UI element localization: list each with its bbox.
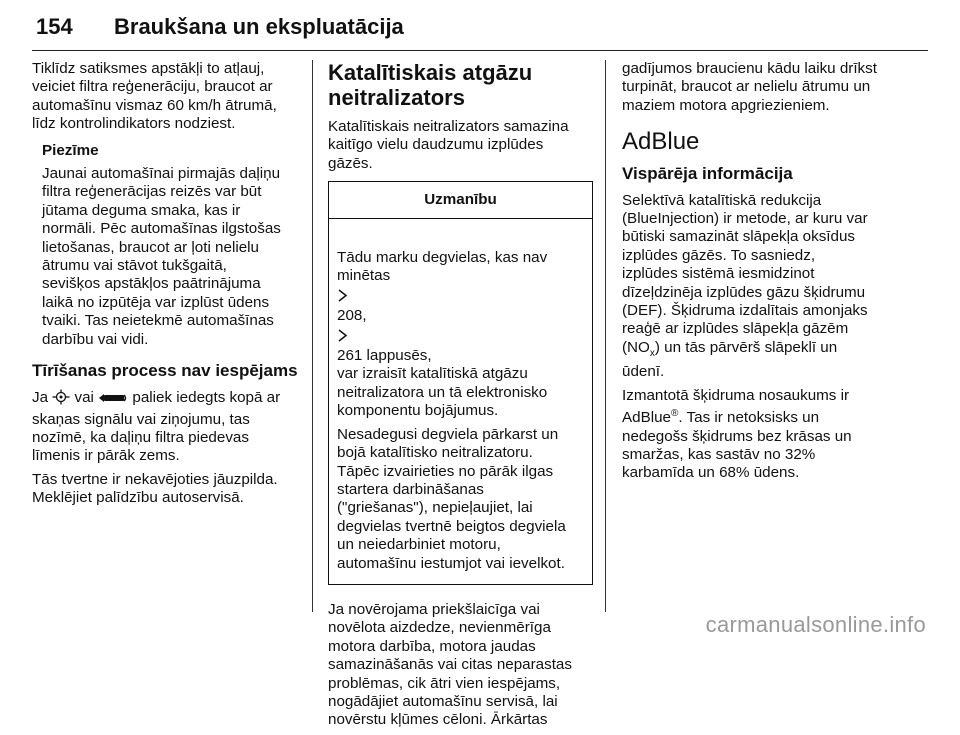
caution-text: Tādu marku degvielas, kas nav minētas 208, 261 lappusēs, var izraisīt katalītiskā atgāzu neitralizatora un tā elektronisko komponentu bojājumus. <box>337 249 548 420</box>
caution-box <box>328 181 593 585</box>
caution-body <box>329 219 592 584</box>
note-block <box>32 142 302 349</box>
section-heading: Katalītiskais atgāzu neitralizators <box>328 60 533 110</box>
page-reference-icon <box>337 289 348 307</box>
page-reference-icon <box>337 329 348 347</box>
column-2 <box>328 60 593 735</box>
note-text: Jaunai automašīnai pirmajās daļiņu filtra reģenerācijas reizēs var būt jūtama deguma smaka, kas ir normāli. Pēc automašīnas ilgstošas lietošanas, braucot ar ļoti nelielu ātrumu vai stāvot tukšgaitā, sevišķos apstākļos paātrinājuma laikā no izpūtēja var izplūst ūdens tvaiki. Tas neietekmē automašīnas darbību vai vidi. <box>42 165 281 348</box>
section-heading-adblue: AdBlue <box>622 128 700 156</box>
column-3 <box>622 60 894 488</box>
paragraph: Tās tvertne ir nekavējoties jāuzpilda. Meklējiet palīdzību autoservisā. <box>32 470 278 507</box>
column-divider <box>605 60 606 612</box>
subsection-heading: Vispārēja informācija <box>622 163 793 183</box>
paragraph: Izmantotā šķidruma nosaukums ir AdBlue®. Tas ir netoksisks un nedegošs šķidrums bez krāsas un smaržas, kas sastāv no 32% karbamīda un 68% ūdens. <box>622 386 852 482</box>
column-divider <box>312 60 313 612</box>
page-number: 154 <box>36 14 73 39</box>
section-title: Braukšana un ekspluatācija <box>114 14 404 39</box>
paragraph: Selektīvā katalītiskā redukcija (BlueInjection) ir metode, ar kuru var būtiski samazināt slāpekļa oksīdus izplūdes gāzēs. To sasniedz, izplūdes sistēmā iesmidzinot dīzeļdzinēja izplūdes gāzu šķidrumu (DEF). Šķidruma izdalītais amonjaks reaģē ar izplūdes slāpekļa gāzēm $(NO_x)$ un tās pārvērš slāpeklī un ūdenī. <box>622 191 868 381</box>
paragraph: gadījumos braucienu kādu laiku drīkst turpināt, braucot ar nelielu ātrumu un maziem motora apgriezieniem. <box>622 60 877 114</box>
particle-filter-icon <box>52 389 70 410</box>
note-title: Piezīme <box>42 141 99 159</box>
paragraph: Katalītiskais neitralizators samazina kaitīgo vielu daudzumu izplūdes gāzēs. <box>328 118 569 172</box>
watermark: carmanualsonline.info <box>705 612 926 637</box>
subsection-heading: Tīrīšanas process nav iespējams <box>32 361 298 381</box>
paragraph: Ja vai paliek iedegts kopā ar skaņas signālu vai ziņojumu, tas nozīmē, ka daļiņu filtra piedevas līmenis ir pārāk zems. <box>32 389 281 465</box>
paragraph: Ja novērojama priekšlaicīga vai novēlota aizdedze, nevienmērīga motora darbība, motora jaudas samazināšanās vai citas neparastas problēmas, cik ātri vien iespējams, nogādājiet automašīnu servisā, lai novērstu kļūmes cēloni. Ārkārtas <box>328 600 572 729</box>
column-1 <box>32 60 302 513</box>
glow-plug-icon <box>98 391 128 410</box>
page-header <box>32 0 928 51</box>
paragraph: Tiklīdz satiksmes apstākļi to atļauj, veiciet filtra reģenerāciju, braucot ar automašīnu vismaz 60 km/h ātrumā, līdz kontrolindikators nodziest. <box>32 60 277 133</box>
caution-title: Uzmanību <box>329 182 592 218</box>
caution-text: Nesadegusi degviela pārkarst un bojā katalītisko neitralizatoru. Tāpēc izvairieties no pārāk ilgas startera darbināšanas ("griešanas"), nepieļaujiet, lai degvielas tvertnē beigtos degviela un neiedarbiniet motoru, automašīnu iestumjot vai ievelkot. <box>337 425 566 572</box>
